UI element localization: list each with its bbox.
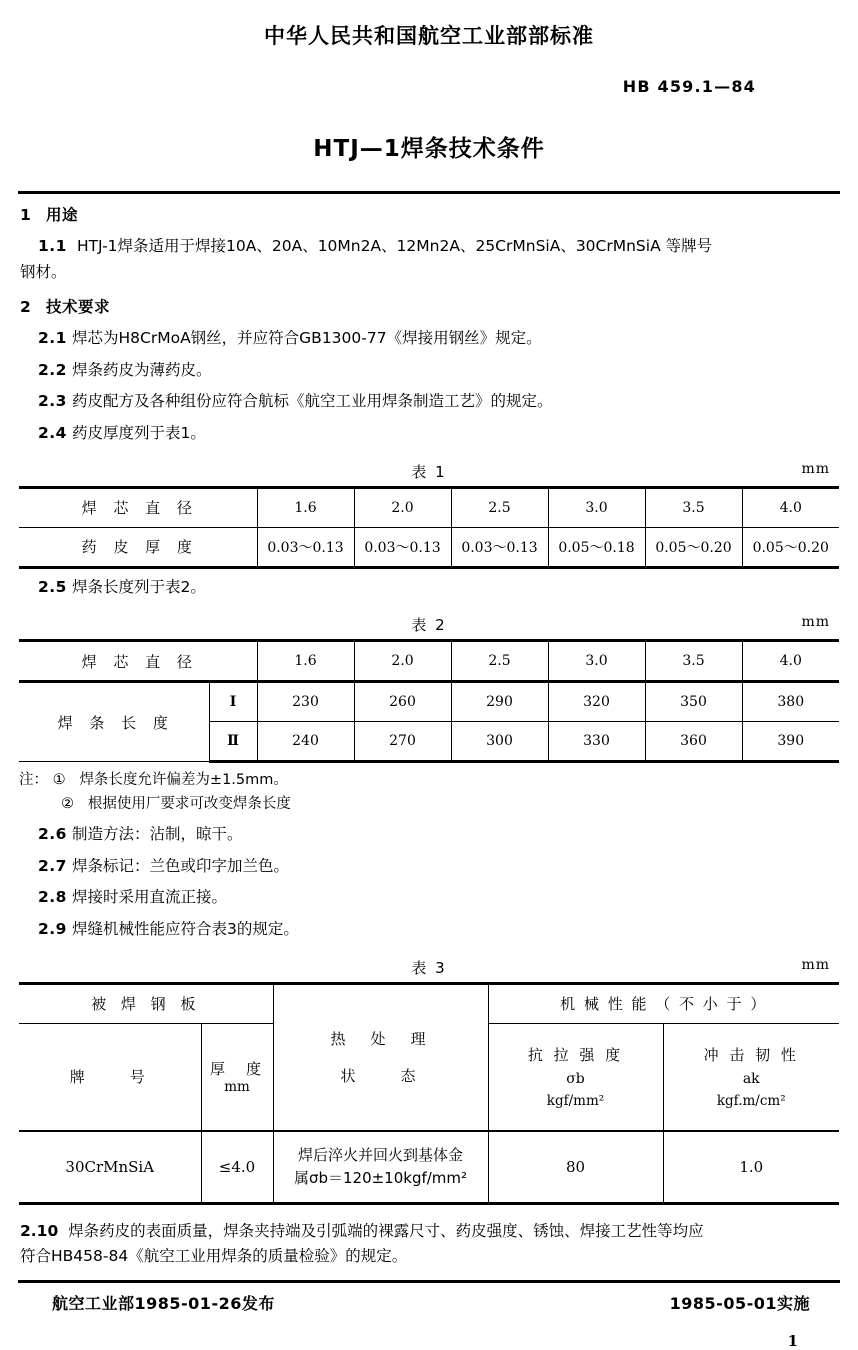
t3-cell-tensile: 80 xyxy=(488,1131,663,1204)
table-1 xyxy=(19,486,839,569)
t2-length-II-cell: 390 xyxy=(742,722,839,762)
t3-cell-thickness: ≤4.0 xyxy=(201,1131,273,1204)
t3-cell-grade: 30CrMnSiA xyxy=(19,1131,201,1204)
table-row xyxy=(19,682,839,722)
notes-label: 注： xyxy=(19,772,48,789)
document-body-3 xyxy=(0,822,858,943)
t2-length-II-cell: 300 xyxy=(451,722,548,762)
t3-cell-impact: 1.0 xyxy=(663,1131,839,1204)
section-1-title: 用途 xyxy=(46,206,79,225)
t3-header-heat xyxy=(273,983,488,1131)
t2-length-II-cell: 360 xyxy=(645,722,742,762)
clause-2-10-number: 2.10 xyxy=(20,1221,59,1240)
section-2-title: 技术要求 xyxy=(46,297,111,316)
table-row xyxy=(19,1131,839,1204)
note-1-text: 焊条长度允许偏差为±1.5mm。 xyxy=(79,772,288,789)
section-2-number: 2 xyxy=(20,297,32,316)
clause-2-1-text: 焊芯为H8CrMoA钢丝，并应符合GB1300-77《焊接用钢丝》规定。 xyxy=(72,328,542,347)
t2-grade-1: Ⅰ xyxy=(209,682,257,722)
clause-2-6-text: 制造方法：沾制，晾干。 xyxy=(72,824,243,843)
clause-2-3 xyxy=(20,389,838,415)
table-2-note-2 xyxy=(19,793,839,816)
t2-length-II-cell: 240 xyxy=(257,722,354,762)
table-3-caption-row xyxy=(0,957,858,978)
note-2-marker: ② xyxy=(61,795,74,812)
clause-1-1 xyxy=(20,234,838,285)
note-1-marker: ① xyxy=(52,772,66,789)
table-1-unit: mm xyxy=(801,460,830,477)
t3-header-heat-line2: 状 态 xyxy=(340,1067,421,1086)
clause-1-1-number: 1.1 xyxy=(38,237,67,256)
t3-header-impact xyxy=(663,1023,839,1131)
footer-publish-date: 航空工业部1985-01-26发布 xyxy=(52,1294,275,1314)
t2-row-label-diameter: 焊 芯 直 径 xyxy=(19,641,257,682)
t2-length-I-cell: 230 xyxy=(257,682,354,722)
t3-header-tensile-symbol: σb xyxy=(566,1071,585,1088)
t1-thickness-cell: 0.03～0.13 xyxy=(354,527,451,567)
clause-2-4-text: 药皮厚度列于表1。 xyxy=(72,424,206,442)
clause-2-1-number: 2.1 xyxy=(38,328,67,347)
clause-1-1-text: HTJ-1焊条适用于焊接10A、20A、10Mn2A、12Mn2A、25CrMnSiA、30CrMnSiA 等牌号 xyxy=(76,237,713,256)
table-3 xyxy=(19,982,839,1205)
t1-diameter-cell: 1.6 xyxy=(257,487,354,527)
clause-2-7-number: 2.7 xyxy=(38,856,67,875)
clause-2-8-number: 2.8 xyxy=(38,888,67,907)
clause-2-7-text: 焊条标记：兰色或印字加兰色。 xyxy=(72,856,290,875)
clause-2-1 xyxy=(20,326,838,352)
clause-2-2 xyxy=(20,358,838,384)
footer-effective-date: 1985-05-01实施 xyxy=(669,1294,810,1314)
t2-length-I-cell: 350 xyxy=(645,682,742,722)
clause-2-2-number: 2.2 xyxy=(38,360,67,379)
page-title: HTJ—1焊条技术条件 xyxy=(313,136,545,163)
table-2-note-1 xyxy=(19,769,839,792)
t2-diameter-cell: 2.5 xyxy=(451,641,548,682)
clause-2-10-text-cont: 符合HB458-84《航空工业用焊条的质量检验》的规定。 xyxy=(20,1247,408,1266)
t3-header-thickness xyxy=(201,1023,273,1131)
t2-length-I-cell: 380 xyxy=(742,682,839,722)
page-number: 1 xyxy=(787,1332,798,1350)
clause-2-5-text: 焊条长度列于表2。 xyxy=(72,577,206,596)
ministry-title: 中华人民共和国航空工业部部标准 xyxy=(264,24,594,48)
table-row xyxy=(19,983,839,1023)
t2-diameter-cell: 3.5 xyxy=(645,641,742,682)
clause-2-8 xyxy=(20,885,838,911)
t3-header-heat-line1: 热 处 理 xyxy=(330,1030,431,1049)
t1-diameter-cell: 4.0 xyxy=(742,487,839,527)
t3-header-mechanical: 机 械 性 能 （ 不 小 于 ） xyxy=(488,983,839,1023)
clause-2-9 xyxy=(20,917,838,943)
t1-thickness-cell: 0.05～0.20 xyxy=(742,527,839,567)
t2-diameter-cell: 1.6 xyxy=(257,641,354,682)
footer xyxy=(0,1283,858,1314)
t3-header-impact-unit: kgf.m/cm² xyxy=(716,1093,786,1110)
header-divider xyxy=(18,191,840,194)
clause-2-5 xyxy=(20,575,838,601)
clause-2-2-text: 焊条药皮为薄药皮。 xyxy=(72,360,212,379)
t1-diameter-cell: 2.0 xyxy=(354,487,451,527)
t1-row-label-thickness: 药 皮 厚 度 xyxy=(19,527,257,567)
t2-length-I-cell: 320 xyxy=(548,682,645,722)
t2-length-II-cell: 330 xyxy=(548,722,645,762)
t3-cell-heat-treatment xyxy=(273,1131,488,1204)
table-2 xyxy=(19,639,839,763)
clause-2-3-text: 药皮配方及各种组份应符合航标《航空工业用焊条制造工艺》的规定。 xyxy=(72,392,553,411)
t3-header-thickness-label: 厚 度 xyxy=(209,1060,264,1079)
section-1-number: 1 xyxy=(20,206,32,225)
table-3-unit: mm xyxy=(801,956,830,973)
t2-diameter-cell: 3.0 xyxy=(548,641,645,682)
table-row xyxy=(19,487,839,527)
t3-header-thickness-unit: mm xyxy=(224,1079,250,1096)
clause-1-1-text-cont: 钢材。 xyxy=(20,263,67,282)
t1-thickness-cell: 0.05～0.18 xyxy=(548,527,645,567)
t3-cell-heat-line1: 焊后淬火并回火到基体金 xyxy=(297,1146,463,1165)
section-1-heading xyxy=(20,203,838,228)
t3-header-grade-label: 牌 号 xyxy=(69,1068,150,1087)
note-2-text: 根据使用厂要求可改变焊条长度 xyxy=(87,795,291,812)
clause-2-3-number: 2.3 xyxy=(38,392,67,411)
clause-2-4-number: 2.4 xyxy=(38,424,67,442)
t3-header-plate: 被 焊 钢 板 xyxy=(19,983,273,1023)
section-2-heading xyxy=(20,295,838,320)
t1-thickness-cell: 0.05～0.20 xyxy=(645,527,742,567)
t1-row-label-diameter: 焊 芯 直 径 xyxy=(19,487,257,527)
t1-diameter-cell: 2.5 xyxy=(451,487,548,527)
table-2-notes xyxy=(19,769,839,815)
t1-thickness-cell: 0.03～0.13 xyxy=(257,527,354,567)
t3-header-tensile-label: 抗 拉 强 度 xyxy=(527,1046,624,1065)
clause-2-7 xyxy=(20,854,838,880)
table-row xyxy=(19,527,839,567)
clause-2-9-text: 焊缝机械性能应符合表3的规定。 xyxy=(72,919,299,938)
t3-header-tensile-unit: kgf/mm² xyxy=(546,1093,605,1110)
t2-grade-2: Ⅱ xyxy=(209,722,257,762)
t3-header-impact-symbol: ak xyxy=(742,1071,760,1088)
table-1-caption-row xyxy=(0,461,858,482)
clause-2-4 xyxy=(20,421,838,447)
table-2-caption: 表 2 xyxy=(411,616,447,635)
table-2-unit: mm xyxy=(801,614,830,631)
table-1-caption: 表 1 xyxy=(411,462,447,481)
t2-diameter-cell: 2.0 xyxy=(354,641,451,682)
clause-2-9-number: 2.9 xyxy=(38,919,67,938)
clause-2-10 xyxy=(0,1205,858,1270)
t2-length-I-cell: 290 xyxy=(451,682,548,722)
document-body-2 xyxy=(0,575,858,601)
clause-2-6 xyxy=(20,822,838,848)
t3-cell-heat-line2: 属σb＝120±10kgf/mm² xyxy=(293,1168,468,1187)
t2-diameter-cell: 4.0 xyxy=(742,641,839,682)
clause-2-8-text: 焊接时采用直流正接。 xyxy=(72,888,228,907)
t3-header-grade xyxy=(19,1023,201,1131)
t3-header-tensile xyxy=(488,1023,663,1131)
t2-row-label-length: 焊 条 长 度 xyxy=(19,682,209,762)
clause-2-6-number: 2.6 xyxy=(38,824,67,843)
document-header xyxy=(0,0,858,49)
t1-diameter-cell: 3.0 xyxy=(548,487,645,527)
table-row xyxy=(19,641,839,682)
clause-2-10-text: 焊条药皮的表面质量，焊条夹持端及引弧端的裸露尺寸、药皮强度、锈蚀、焊接工艺性等均应 xyxy=(68,1221,704,1240)
t2-length-II-cell: 270 xyxy=(354,722,451,762)
table-2-caption-row xyxy=(0,614,858,635)
table-3-caption: 表 3 xyxy=(411,958,447,977)
standard-number: HB 459.1—84 xyxy=(622,77,756,97)
t3-header-impact-label: 冲 击 韧 性 xyxy=(703,1046,799,1065)
clause-2-5-number: 2.5 xyxy=(38,577,67,596)
t1-diameter-cell: 3.5 xyxy=(645,487,742,527)
t1-thickness-cell: 0.03～0.13 xyxy=(451,527,548,567)
t2-length-I-cell: 260 xyxy=(354,682,451,722)
document-body xyxy=(0,203,858,447)
